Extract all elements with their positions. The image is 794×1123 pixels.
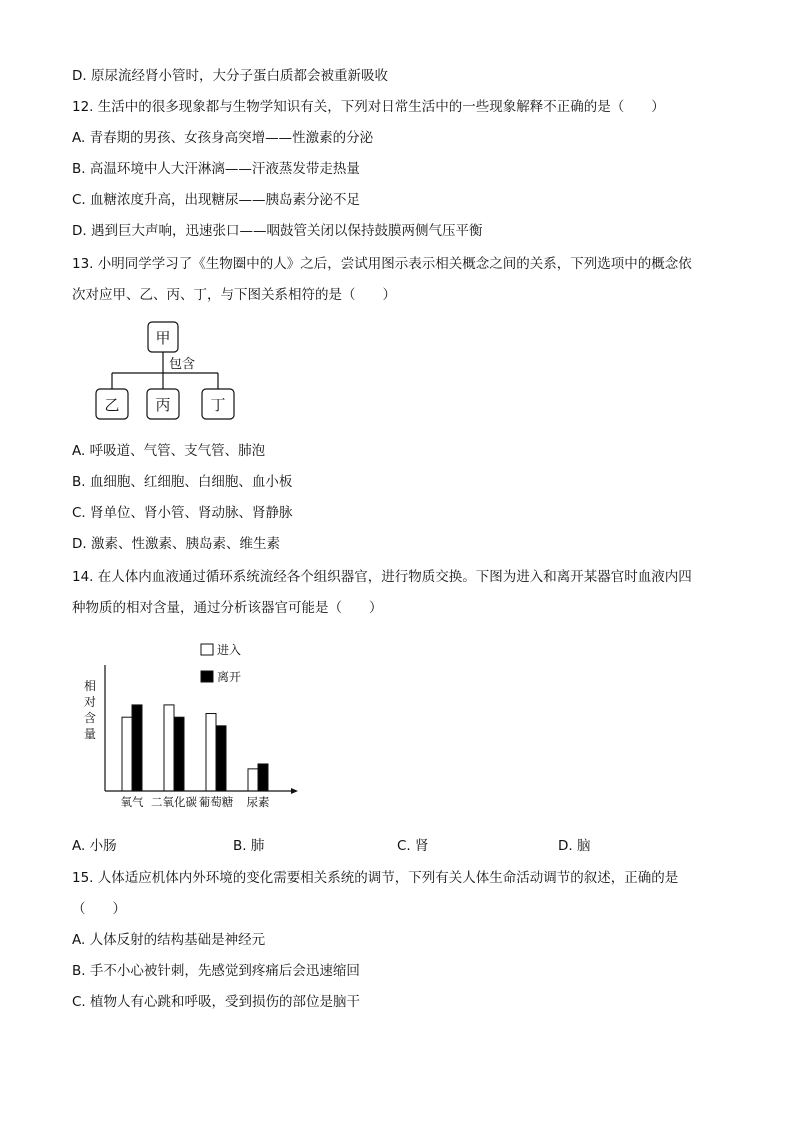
ylabel-char-3: 含 — [83, 711, 97, 725]
option-12a: A. 青春期的男孩、女孩身高突增——性激素的分泌 — [72, 130, 374, 146]
option-13c: C. 肾单位、肾小管、肾动脉、肾静脉 — [72, 505, 293, 521]
option-15c: C. 植物人有心跳和呼吸，受到损伤的部位是脑干 — [72, 994, 361, 1010]
bar-3-1 — [258, 764, 268, 791]
x-tick-label: 二氧化碳 — [151, 795, 197, 809]
question-15-line2: （ ） — [72, 901, 126, 917]
option-14c: C. 肾 — [397, 838, 429, 854]
x-tick-label: 葡萄糖 — [198, 795, 234, 809]
concept-top: 甲 — [155, 329, 171, 347]
option-13a: A. 呼吸道、气管、支气管、肺泡 — [72, 443, 266, 459]
bar-2-1 — [216, 726, 226, 791]
option-14a: A. 小肠 — [72, 838, 117, 854]
concept-child-3: 丁 — [210, 396, 226, 414]
option-12d: D. 遇到巨大声响，迅速张口——咽鼓管关闭以保持鼓膜两侧气压平衡 — [72, 223, 483, 239]
option-13d: D. 激素、性激素、胰岛素、维生素 — [72, 536, 280, 552]
option-14d: D. 脑 — [558, 838, 591, 854]
option-14b: B. 肺 — [233, 838, 265, 854]
ylabel-char-4: 量 — [83, 727, 97, 741]
option-line: D. 原尿流经肾小管时，大分子蛋白质都会被重新吸收 — [72, 68, 388, 84]
question-13-line2: 次对应甲、乙、丙、丁，与下图关系相符的是（ ） — [72, 287, 396, 303]
bar-1-0 — [164, 705, 174, 791]
option-15b: B. 手不小心被针刺，先感觉到疼痛后会迅速缩回 — [72, 963, 360, 979]
x-tick-label: 尿素 — [246, 795, 270, 809]
option-12b: B. 高温环境中人大汗淋漓——汗液蒸发带走热量 — [72, 161, 360, 177]
x-axis-arrow — [291, 788, 298, 794]
concept-child-2: 丙 — [155, 396, 171, 414]
bar-3-0 — [248, 769, 258, 791]
bar-0-1 — [132, 705, 142, 791]
question-13-line1: 13. 小明同学学习了《生物圈中的人》之后，尝试用图示表示相关概念之间的关系，下列选项中的概念依 — [72, 256, 692, 272]
relation-label: 包含 — [169, 357, 196, 372]
legend-swatch-enter — [201, 644, 213, 655]
concept-diagram — [90, 316, 250, 426]
ylabel-char-2: 对 — [83, 695, 97, 709]
option-13b: B. 血细胞、红细胞、白细胞、血小板 — [72, 474, 293, 490]
concept-child-1: 乙 — [104, 396, 120, 414]
bar-1-1 — [174, 717, 184, 791]
question-15-line1: 15. 人体适应机体内外环境的变化需要相关系统的调节，下列有关人体生命活动调节的叙述，正确的是 — [72, 870, 679, 886]
bar-chart — [76, 638, 306, 813]
ylabel-char-1: 相 — [83, 679, 97, 693]
question-12: 12. 生活中的很多现象都与生物学知识有关，下列对日常生活中的一些现象解释不正确的是（ ） — [72, 99, 665, 115]
x-tick-label: 氧气 — [120, 795, 144, 809]
question-14-line1: 14. 在人体内血液通过循环系统流经各个组织器官，进行物质交换。下图为进入和离开某器官时血液内四 — [72, 569, 692, 585]
legend-swatch-leave — [201, 671, 213, 682]
legend-label-enter: 进入 — [217, 643, 242, 657]
bar-0-0 — [122, 717, 132, 791]
option-12c: C. 血糖浓度升高，出现糖尿——胰岛素分泌不足 — [72, 192, 361, 208]
question-14-line2: 种物质的相对含量，通过分析该器官可能是（ ） — [72, 600, 383, 616]
option-15a: A. 人体反射的结构基础是神经元 — [72, 932, 266, 948]
legend-label-leave: 离开 — [217, 670, 242, 684]
bar-2-0 — [206, 714, 216, 791]
